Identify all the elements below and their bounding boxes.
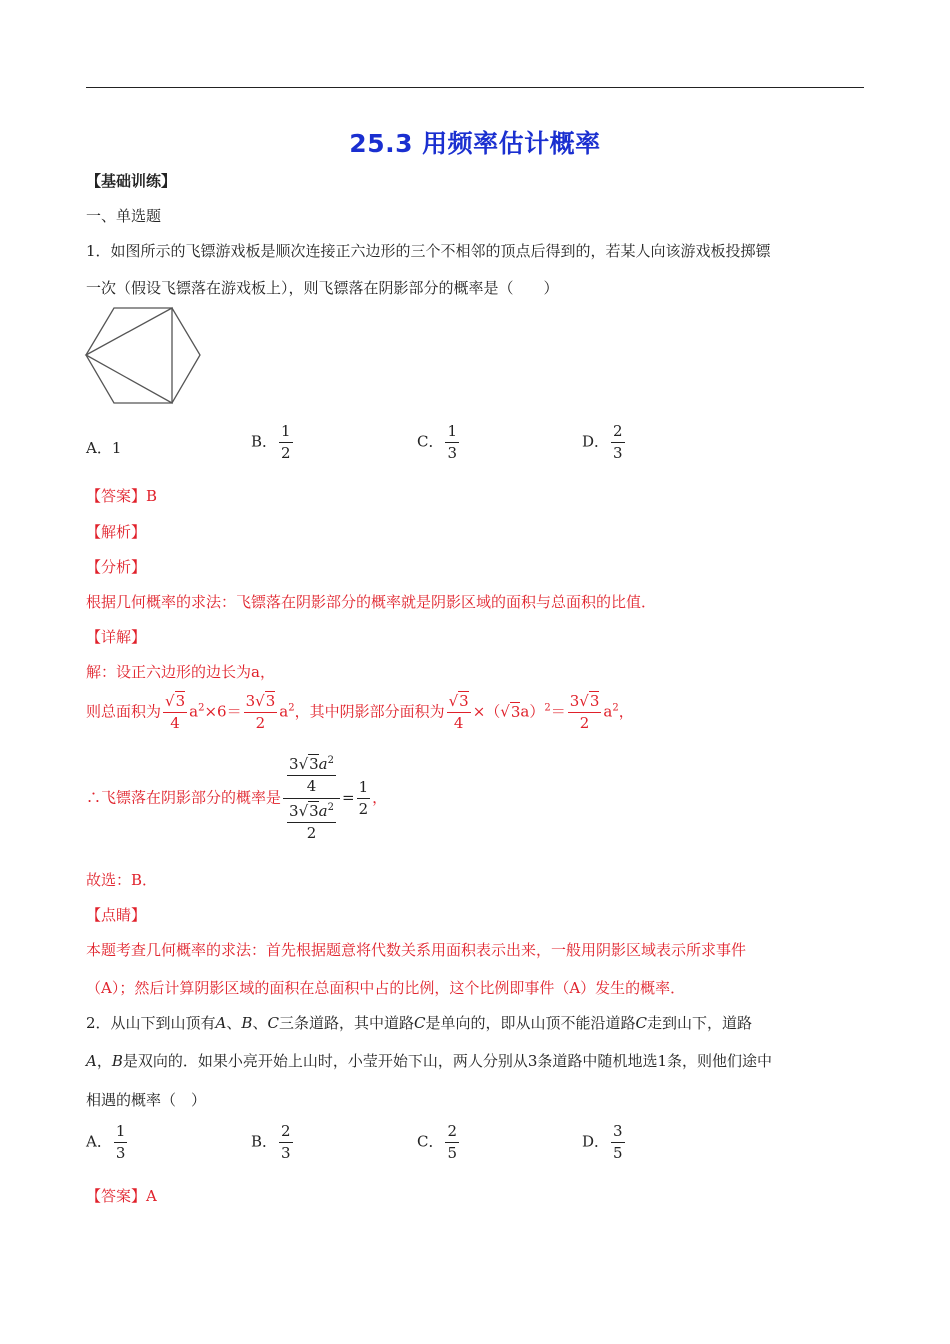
inscribed-triangle bbox=[86, 308, 172, 403]
page-title: 25.3 用频率估计概率 bbox=[349, 129, 601, 158]
q2-option-d: D． $\frac{3}{5}$ bbox=[582, 1122, 623, 1162]
q2-option-b: B． $\frac{2}{3}$ bbox=[251, 1122, 291, 1162]
q1-option-b: B． $\frac{1}{2}$ bbox=[251, 422, 291, 462]
hexagon-dartboard-figure bbox=[84, 306, 202, 406]
q2-answer: 【答案】A bbox=[86, 1187, 157, 1205]
q1-option-a: A．1 bbox=[86, 439, 122, 457]
section-single-choice: 一、单选题 bbox=[86, 207, 162, 225]
q1-dianjing-line2: （A）；然后计算阴影区域的面积在总面积中占的比例，这个比例即事件（A）发生的概率． bbox=[86, 979, 686, 997]
q1-answer: 【答案】B bbox=[86, 487, 158, 505]
q1-xiangjie-heading: 【详解】 bbox=[86, 628, 147, 646]
q1-stem-line2: 一次（假设飞镖落在游戏板上），则飞镖落在阴影部分的概率是（ ） bbox=[86, 279, 559, 297]
q1-jiexi-heading: 【解析】 bbox=[86, 523, 147, 541]
q1-dianjing-heading: 【点睛】 bbox=[86, 906, 147, 924]
q1-stem-line1: 1．如图所示的飞镖游戏板是顺次连接正六边形的三个不相邻的顶点后得到的，若某人向该游戏板投掷镖 bbox=[86, 242, 771, 260]
header-rule bbox=[86, 87, 864, 88]
hexagon-outline bbox=[86, 308, 200, 403]
q1-probability-equation: ∴飞镖落在阴影部分的概率是 $\frac{\frac{3√3a^2}{4}}{\frac{3√3a^2}{2}}$ = $\frac{1}{2}$ ， bbox=[86, 755, 388, 842]
q2-stem-line3: 相遇的概率（ ） bbox=[86, 1091, 207, 1109]
q1-fenxi-heading: 【分析】 bbox=[86, 558, 147, 576]
section-basic-training: 【基础训练】 bbox=[86, 172, 177, 190]
q1-option-c: C． $\frac{1}{3}$ bbox=[417, 422, 458, 462]
q1-option-d: D． $\frac{2}{3}$ bbox=[582, 422, 623, 462]
q2-option-c: C． $\frac{2}{5}$ bbox=[417, 1122, 458, 1162]
q2-option-a: A． $\frac{1}{3}$ bbox=[86, 1122, 126, 1162]
q1-fenxi-text: 根据几何概率的求法：飞镖落在阴影部分的概率就是阴影区域的面积与总面积的比值． bbox=[86, 593, 657, 611]
q1-conclusion: 故选：B． bbox=[86, 871, 158, 889]
q1-area-equation: 则总面积为 $\frac{√3}{4}$ $a^2\times 6=$ $\frac{3√3}{2}$ $a^2$，其中阴影部分面积为 $\frac{√3}{4}$ $\times(√3a)^2=$ $\frac{3√3}{2}$ $a^2$， bbox=[86, 692, 634, 732]
q1-dianjing-line1: 本题考查几何概率的求法：首先根据题意将代数关系用面积表示出来，一般用阴影区域表示所求事件 bbox=[86, 941, 747, 959]
q2-stem-line2: A，B是双向的．如果小亮开始上山时，小莹开始下山，两人分别从3条道路中随机地选1条，则他们途中 bbox=[86, 1052, 772, 1070]
q2-stem-line1: 2．从山下到山顶有A、B、C三条道路，其中道路C是单向的，即从山顶不能沿道路C走到山下，道路 bbox=[86, 1014, 752, 1032]
q1-solution-intro: 解：设正六边形的边长为a， bbox=[86, 663, 275, 681]
